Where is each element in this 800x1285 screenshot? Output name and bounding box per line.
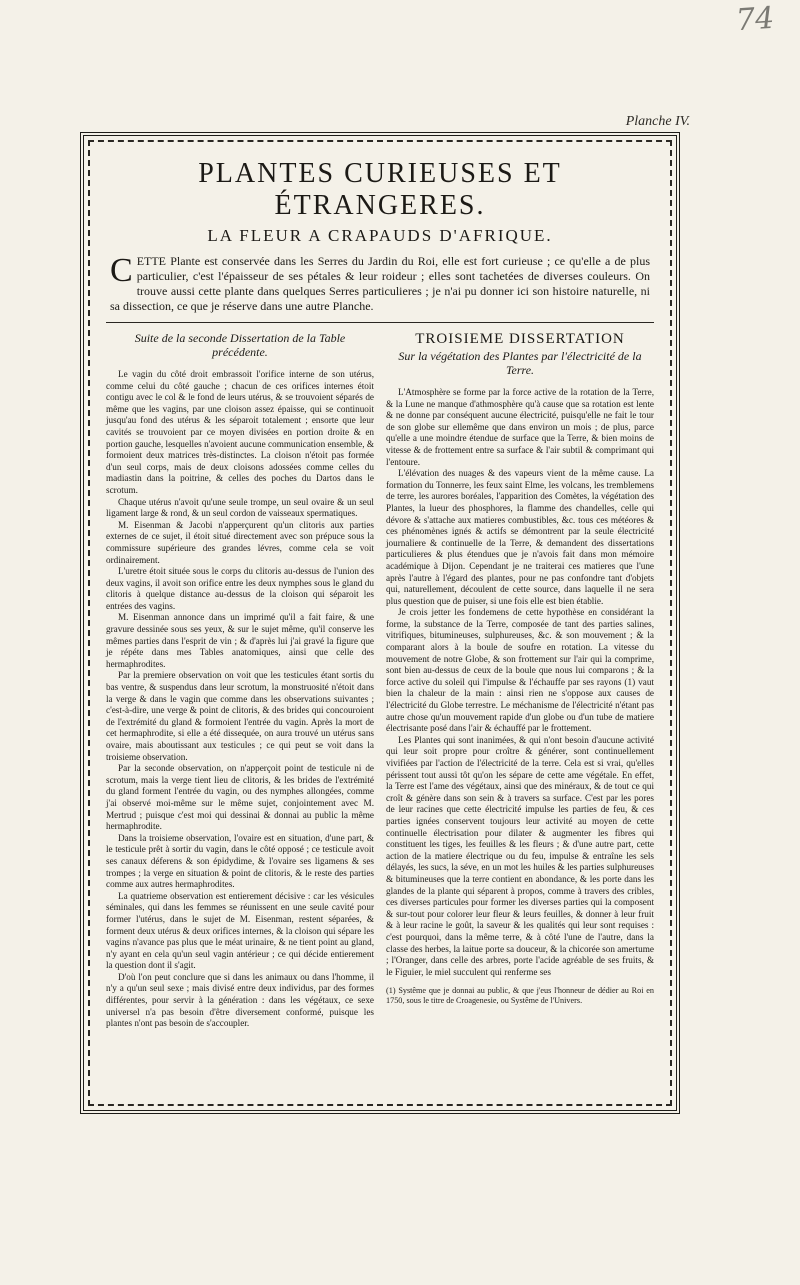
right-column [386, 331, 654, 1030]
right-paragraph: L'Atmosphère se forme par la force active de la rotation de la Terre, & la Lune ne manque d'athmosphère qu'à cause que sa rotation est lente & ne donne par conséquent aucune électricité, puisqu'elle ne fait le tour de son globe sur ellemême que dans environ un mois ; de plus, parce qu'elle a une moindre étendue de surface que la Terre, & bien moins de vitesse & de frottement entre sa surface & l'air subtil & comprimant qui l'entoure. [386, 387, 654, 467]
left-paragraph: La quatrieme observation est entierement décisive : car les vésicules séminales, qui dans les femmes se réunissent en une seule cavité pour former l'utérus, dans le sujet de M. Eisenman, restent séparées, & forment deux utérus & deux orifices internes, & la cloison qui sépare les vagins n'avance pas plus que le méat urinaire, & ne tient point au gland, n'y ayant en cela qu'un seul vagin antérieur ; ce qui décide entierement la question dont il s'agit. [106, 890, 374, 971]
left-paragraph: Dans la troisieme observation, l'ovaire est en situation, d'une part, & le testicule prêt à sortir du vagin, dans le côté opposé ; ce testicule avoit ses canaux déferens & son épidydime, & l'ovaire ses ligamens & ses trompes ; la verge en situation & point de clitoris, & le reste des parties comme aux autres hermaphrodites. [106, 832, 374, 890]
intro-text: ETTE Plante est conservée dans les Serres du Jardin du Roi, elle est fort curieuse ; ce qu'elle a de plus particulier, c'est l'épaisseur de ses pétales & leur roideur ; elles sont tachetées de diverses couleurs. On trouve aussi cette plante dans quelques Serres particulieres ; je n'ai pu donner ici son histoire naturelle, ni sa dissection, ce que je réserve dans une autre Planche. [110, 254, 650, 313]
text-columns [106, 331, 654, 1030]
right-paragraph: Les Plantes qui sont inanimées, & qui n'ont besoin d'aucune activité qui leur soit propre pour croître & générer, sont continuellement vivifiées par l'action de l'électricité de la terre. Cela est si vrai, qu'elles périssent tout aussi tôt qu'on les sépare de cette ame végétale. En effet, la Terre est l'ame des végétaux, ainsi que des minéraux, & de tout ce qui croît & génère dans son sein & à travers sa surface. C'est par les pores de leur racines que cette électricité impulse les parties de feu, & ces parties ignées conservent toujours leur activité au moyen de cette continuelle électrisation pour dilater & augmenter les fibres qui constituent les tiges, les feuilles & les fleurs ; & d'une autre part, cette action de la matiere électrique ou du feu, impulse & entraîne les sels délayés, les sucs, la séve, en un mot les huiles & les parties sulphureuses & bitumineuses que la terre contient en abondance, & les porte dans les glandes de la plante qui séparent à propos, comme à travers des cribles, ces diverses particules pour former les diverses parties qui la composent & sur-tout pour colorer leur fleur & leurs feuilles, & donner à leur fruit & à leur racine le goût, la saveur & les qualités qui leur sont requises : c'est pourquoi, dans la même terre, & à côté l'une de l'autre, dans la classe des herbes, la laitue porte sa douceur, & la chicorée son amertume ; l'Oranger, dans celle des arbres, porte l'acide agréable de ses fruits, & le Figuier, le miel succulent qui renferme ses [386, 734, 654, 977]
divider [106, 322, 654, 323]
page-subtitle: LA FLEUR A CRAPAUDS D'AFRIQUE. [207, 226, 553, 245]
left-column-heading: Suite de la seconde Dissertation de la Table précédente. [134, 331, 346, 359]
left-paragraph: D'où l'on peut conclure que si dans les animaux ou dans l'homme, il n'y a qu'un seul sexe ; mais divisé entre deux individus, par des formes différentes, pour servir à la génération : dans les végétaux, ce sexe universel n'a pas besoin d'être diversement conformé, puisque les plantes n'ont pas besoin de s'accoupler. [106, 971, 374, 1029]
left-paragraph: Le vagin du côté droit embrassoit l'orifice interne de son utérus, comme celui du côté gauche ; chacun de ces orifices internes étoit contigu avec le col & le fond de leurs utérus, & se trouvoient séparés de même que les vagins, par une cloison assez épaisse, qui se continuoit jusqu'au fond des utérus & les séparoit totalement ; ensorte que leur cavités se trouvoient par ce moyen divisées en portion droite & en portion gauche, lesquelles n'avoient aucune communication ensemble, & formoient deux matrices très-distinctes. La cloison n'étoit pas formée d'un seul corps, mais de deux cloisons adossées comme celles du madiastin dans la poitrine, & celles des poches du Dartos dans le scrotum. [106, 369, 374, 495]
left-paragraph: Chaque utérus n'avoit qu'une seule trompe, un seul ovaire & un seul ligament large & rond, & un seul cordon de vaisseaux spermatiques. [106, 496, 374, 519]
page-content [88, 140, 672, 1106]
left-column [106, 331, 374, 1030]
intro-dropcap: C [110, 252, 133, 289]
left-paragraph: M. Eisenman & Jacobi n'apperçurent qu'un clitoris aux parties externes de ce sujet, il étoit situé directement avec son prépuce sous la commissure supérieure des grandes lévres, comme cela se voit ordinairement. [106, 519, 374, 565]
left-paragraph: Par la premiere observation on voit que les testicules étant sortis du bas ventre, & suspendus dans leur scrotum, la monstruosité n'étoit dans la verge & dans le vagin que comme dans les observations suivantes ; c'est-à-dire, une verge & point de clitoris, & des brides qui concouroient de l'extrémité du gland & formoient l'entrée du vagin. Après la mort de cet hermaphrodite, si elle a été dissequée, on aura trouvé un utérus sans ovaire, mais aboutissant aux testicules ; ce qui peut se voit dans la troisieme observation. [106, 670, 374, 762]
footnote: (1) Systême que je donnai au public, & que j'eus l'honneur de dédier au Roi en 1750, sous le titre de Croagenesie, ou Systême de l'Univers. [386, 986, 654, 1006]
left-paragraph: Par la seconde observation, on n'apperçoit point de testicule ni de scrotum, mais la verge tient lieu de clitoris, & les brides de l'extrémité du gland forment l'entrée du vagin, ou des nymphes allongées, comme j'ai observé moi-même sur le même sujet, conjointement avec M. Mertrud ; puisque c'est moi qui dessinai & donnai au public la même hermaphrodite. [106, 763, 374, 832]
right-column-title: TROISIEME DISSERTATION [415, 331, 625, 347]
page-title: PLANTES CURIEUSES ET ÉTRANGERES. [198, 158, 562, 221]
page-frame [80, 132, 680, 1114]
right-paragraph: L'élévation des nuages & des vapeurs vient de la même cause. La formation du Tonnerre, les feux saint Elme, les volcans, les tremblemens de terre, les aurores boréales, l'apparition des Comètes, la végétation des Plantes, la lueur des phosphores, la flamme des chandelles, celle qui dévore & s'attache aux matieres combustibles, &c. tous ces météores & ces phénomènes ignés & actifs se démontrent par la seule électricité journaliere & continuelle de la Terre, & demandent des dissertations particulieres & plus étendues que je n'avois fait dans mon mémoire académique à Dijon. Cependant je ne traiterai ces matieres que l'une après l'autre à l'égard des plantes, pour ne pas confondre tant d'objets qui, naturellement, découlent de cette source, dans laquelle il ne sera plus question que de puiser, si une fois elle est bien établie. [386, 468, 654, 606]
plate-label: Planche IV. [625, 114, 690, 129]
page-number-handwritten: 74 [734, 0, 776, 39]
left-paragraph: M. Eisenman annonce dans un imprimé qu'il a fait faire, & une gravure dessinée sous ses yeux, & sur le sujet même, qu'il conserve les mêmes parties dans l'esprit de vin ; & d'après lui j'ai gravé la figure que je répéte dans mes Tables anatomiques, ainsi que celle des hermaphrodites. [106, 612, 374, 669]
intro-paragraph [110, 254, 650, 314]
right-column-subtitle: Sur la végétation des Plantes par l'électricité de la Terre. [398, 349, 642, 377]
right-paragraph: Je crois jetter les fondemens de cette hypothèse en considérant la forme, la substance de la Terre, composée de tant des parties salines, vitrifiques, bitumineuses, sulphureuses, &c. & son mouvement ; & la comparant alors à la boule de soufre en rotation. La vitesse du mouvement de notre Globe, & son frottement sur l'air qui la comprime, sont bien au-dessus de ceux de la boule que nous lui comparons ; & la force active du soleil qui l'impulse & l'échauffe par ses rayons (1) vaut bien la chaleur de la main : ainsi rien ne s'oppose aux causes de l'électricité du Globe terrestre. Le méchanisme de l'électricité n'étant pas autre chose qu'un mouvement rapide d'un globe ou d'un tube de matiere électrisante posé dans l'air & échauffé par le frottement. [386, 607, 654, 734]
left-paragraph: L'uretre étoit située sous le corps du clitoris au-dessus de l'union des deux vagins, il avoit son orifice entre les deux nymphes sous le gland du clitoris à quelque distance au-dessus de la cloison qui séparoit les entrées des vagins. [106, 566, 374, 611]
